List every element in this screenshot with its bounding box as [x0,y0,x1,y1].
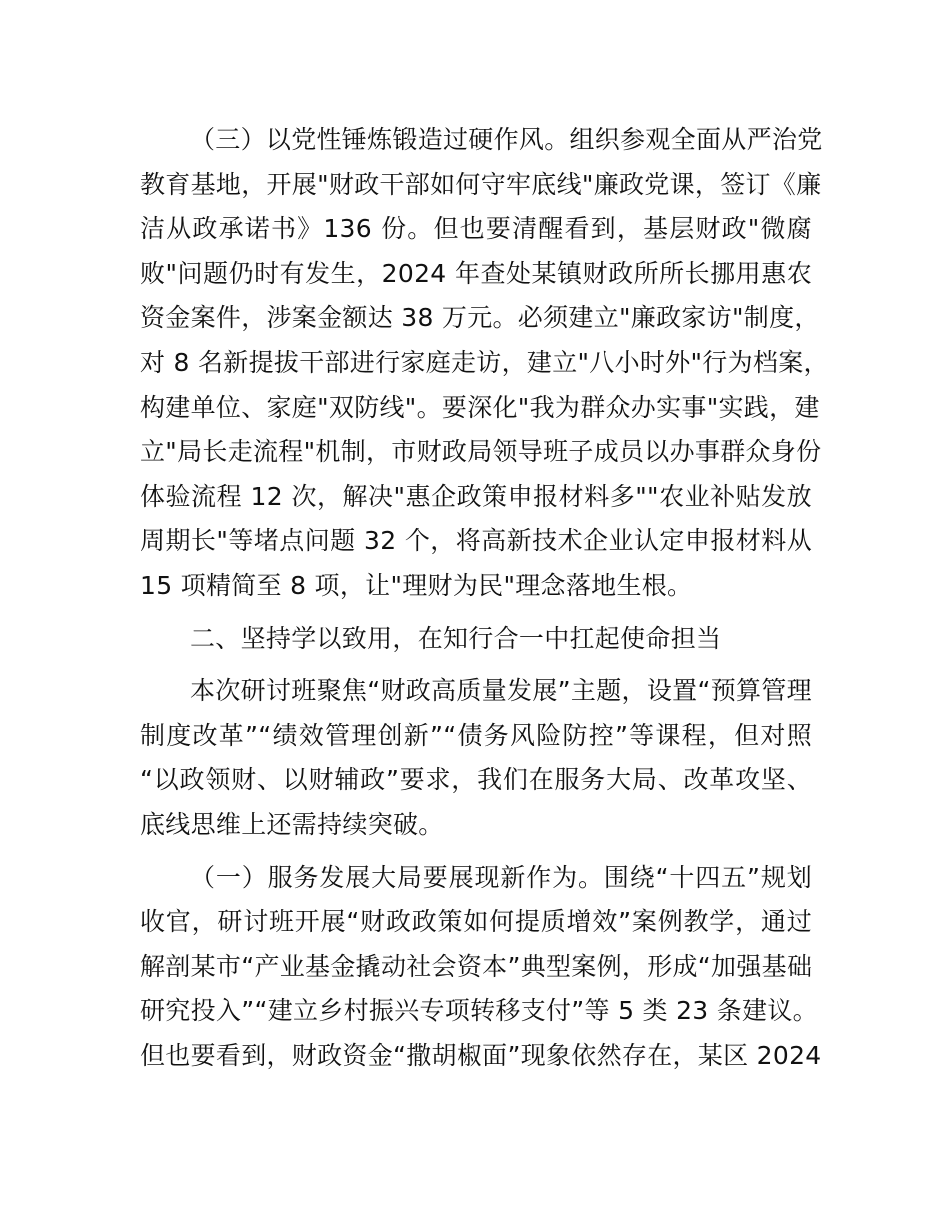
text-line: （一）服务发展大局要展现新作为。围绕“十四五”规划 [190,862,812,892]
paragraph [140,669,812,847]
text-line: “以政领财、以财辅政”要求，我们在服务大局、改革攻坚、 [140,765,812,795]
paragraph [140,118,829,609]
paragraph-gap [140,661,812,669]
text-line: （三）以党性锤炼锻造过硬作风。组织参观全面从严治党 [190,125,823,154]
text-line: 对 8 名新提拔干部进行家庭走访，建立"八小时外"行为档案， [140,347,829,377]
paragraph-gap [140,609,812,617]
paragraph-gap [140,848,812,856]
text-line: 教育基地，开展"财政干部如何守牢底线"廉政党课，签订《廉 [140,169,822,199]
text-line: 周期长"等堵点问题 32 个，将高新技术企业认定申报材料从 [140,526,812,556]
text-line: 研究投入”“建立乡村振兴专项转移支付”等 5 类 23 条建议。 [140,996,818,1026]
text-line: 体验流程 12 次，解决"惠企政策申报材料多""农业补贴发放 [140,481,812,511]
text-line: 构建单位、家庭"双防线"。要深化"我为群众办实事"实践，建 [140,392,820,422]
text-line: 解剖某市“产业基金撬动社会资本”典型案例，形成“加强基础 [140,951,813,981]
text-line: 洁从政承诺书》136 份。但也要清醒看到，基层财政"微腐 [140,214,812,244]
text-line: 底线思维上还需持续突破。 [140,809,444,839]
text-line: 收官，研讨班开展“财政政策如何提质增效”案例教学，通过 [140,907,812,937]
heading-line: 二、坚持学以致用，在知行合一中扛起使命担当 [190,623,722,653]
text-line: 本次研讨班聚焦“财政高质量发展”主题，设置“预算管理 [190,676,812,706]
text-line: 资金案件，涉案金额达 38 万元。必须建立"廉政家访"制度， [140,303,820,333]
text-line: 立"局长走流程"机制，市财政局领导班子成员以办事群众身份 [140,437,822,467]
text-line: 制度改革”“绩效管理创新”“债务风险防控”等课程，但对照 [140,720,812,750]
text-line: 15 项精简至 8 项，让"理财为民"理念落地生根。 [140,570,693,600]
paragraph [140,856,822,1079]
document-body [140,118,829,1078]
section-heading [140,617,812,662]
text-line: 败"问题仍时有发生，2024 年查处某镇财政所所长挪用惠农 [140,258,812,288]
text-line: 但也要看到，财政资金“撒胡椒面”现象依然存在，某区 2024 [140,1040,822,1070]
